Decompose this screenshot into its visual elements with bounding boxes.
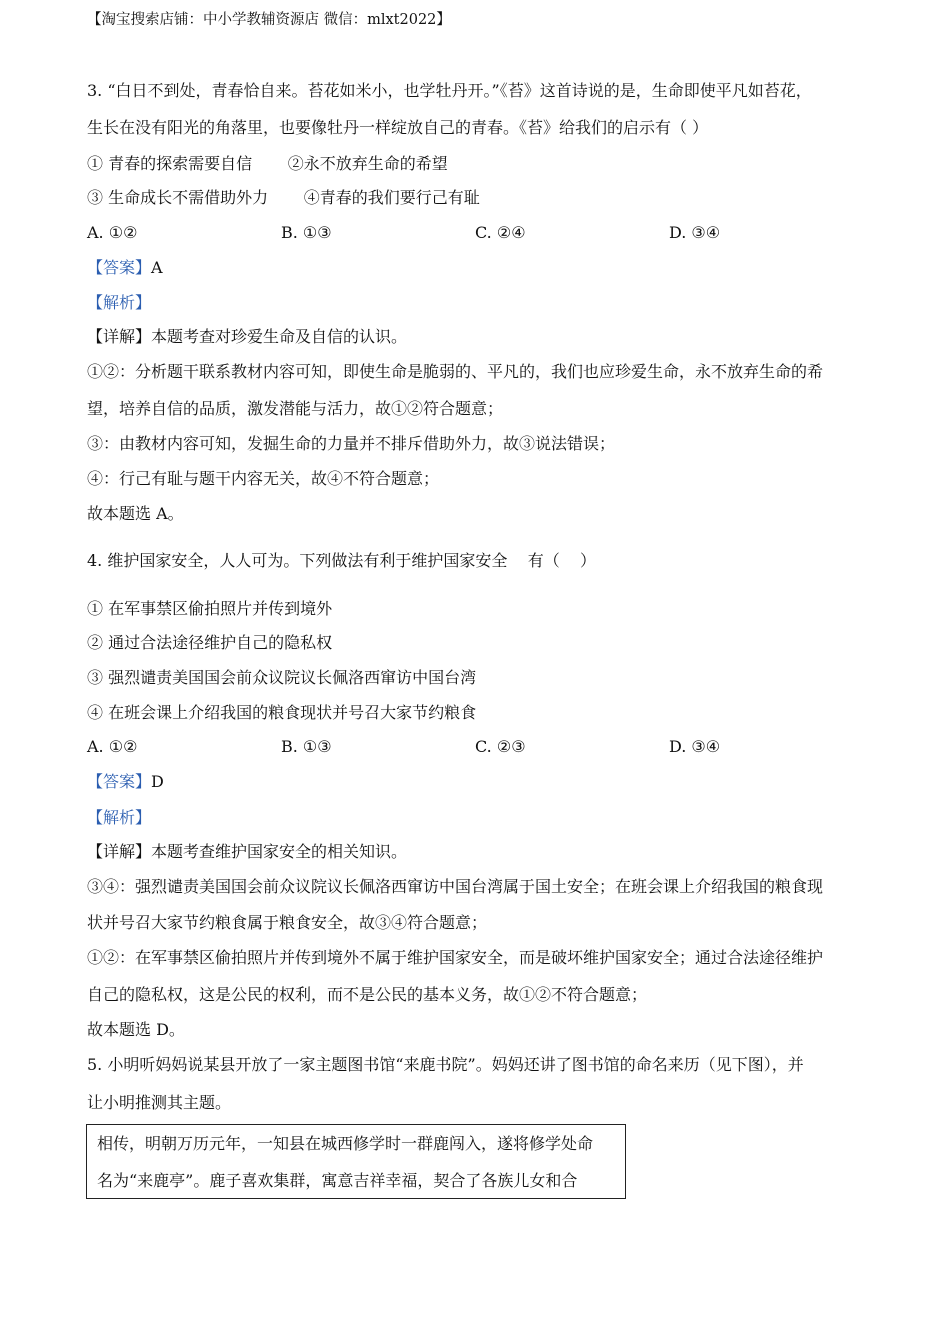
- quote-box: [86, 1124, 626, 1199]
- statement-item: ① 在军事禁区偷拍照片并传到境外: [87, 599, 333, 618]
- question-stem: 4. 维护国家安全，人人可为。下列做法有利于维护国家安全 有（ ）: [87, 551, 597, 570]
- answer-value: D: [151, 772, 164, 791]
- explanation-line: 状并号召大家节约粮食属于粮食安全，故③④符合题意；: [87, 913, 488, 932]
- page-header: 【淘宝搜索店铺：中小学教辅资源店 微信：mlxt2022】: [87, 12, 451, 28]
- answer-line: [87, 260, 163, 276]
- explanation-line: ④：行己有耻与题干内容无关，故④不符合题意；: [87, 469, 440, 488]
- option-b: B. ①③: [281, 223, 332, 242]
- detail-text: 本题考查维护国家安全的相关知识。: [151, 842, 408, 861]
- analysis-label: 【解析】: [87, 808, 152, 827]
- question-stem: 5. 小明听妈妈说某县开放了一家主题图书馆“来鹿书院”。妈妈还讲了图书馆的命名来历（见下图），并: [87, 1055, 804, 1074]
- option-a: A. ①②: [87, 223, 138, 242]
- question-stem-continued: 生长在没有阳光的角落里，也要像牡丹一样绽放自己的青春。《苔》给我们的启示有（ ）: [87, 118, 709, 137]
- option-d: D. ③④: [669, 737, 721, 756]
- answer-label: 【答案】: [87, 258, 152, 277]
- answer-line: [87, 774, 164, 790]
- analysis-label: 【解析】: [87, 293, 152, 312]
- explanation-line: ③④：强烈谴责美国国会前众议院议长佩洛西窜访中国台湾属于国土安全；在班会课上介绍我国的粮食现: [87, 877, 824, 896]
- answer-value: A: [151, 258, 163, 277]
- quote-line: 相传，明朝万历元年，一知县在城西修学时一群鹿闯入，遂将修学处命: [97, 1134, 594, 1153]
- option-c: C. ②③: [475, 737, 526, 756]
- question-stem: 3. “白日不到处，青春恰自来。苔花如米小，也学牡丹开。”《苔》这首诗说的是，生命即使平凡如苔花，: [87, 81, 812, 100]
- conclusion: 故本题选 D。: [87, 1020, 185, 1039]
- statement-item: ④ 在班会课上介绍我国的粮食现状并号召大家节约粮食: [87, 703, 477, 722]
- option-d: D. ③④: [669, 223, 721, 242]
- explanation-line: ①②：分析题干联系教材内容可知，即使生命是脆弱的、平凡的，我们也应珍爱生命，永不放弃生命的希: [87, 362, 824, 381]
- explanation-line: ①②：在军事禁区偷拍照片并传到境外不属于维护国家安全，而是破坏维护国家安全；通过合法途径维护: [87, 948, 824, 967]
- explanation-line: ③：由教材内容可知，发掘生命的力量并不排斥借助外力，故③说法错误；: [87, 434, 616, 453]
- option-a: A. ①②: [87, 737, 138, 756]
- detail-line: [87, 329, 407, 345]
- quote-line: 名为“来鹿亭”。鹿子喜欢集群，寓意吉祥幸福，契合了各族儿女和合: [97, 1171, 578, 1190]
- explanation-line: 望，培养自信的品质，激发潜能与活力，故①②符合题意；: [87, 399, 504, 418]
- detail-label: 【详解】: [87, 842, 152, 861]
- detail-line: [87, 844, 407, 860]
- detail-text: 本题考查对珍爱生命及自信的认识。: [151, 327, 408, 346]
- conclusion: 故本题选 A。: [87, 504, 184, 523]
- question-stem-continued: 让小明推测其主题。: [87, 1093, 232, 1112]
- statement-row: ③ 生命成长不需借助外力 ④青春的我们要行己有耻: [87, 188, 480, 207]
- option-c: C. ②④: [475, 223, 526, 242]
- explanation-line: 自己的隐私权，这是公民的权利，而不是公民的基本义务，故①②不符合题意；: [87, 985, 648, 1004]
- statement-item: ③ 强烈谴责美国国会前众议院议长佩洛西窜访中国台湾: [87, 668, 477, 687]
- detail-label: 【详解】: [87, 327, 152, 346]
- statement-row: ① 青春的探索需要自信 ②永不放弃生命的希望: [87, 154, 448, 173]
- option-b: B. ①③: [281, 737, 332, 756]
- statement-item: ② 通过合法途径维护自己的隐私权: [87, 633, 333, 652]
- answer-label: 【答案】: [87, 772, 152, 791]
